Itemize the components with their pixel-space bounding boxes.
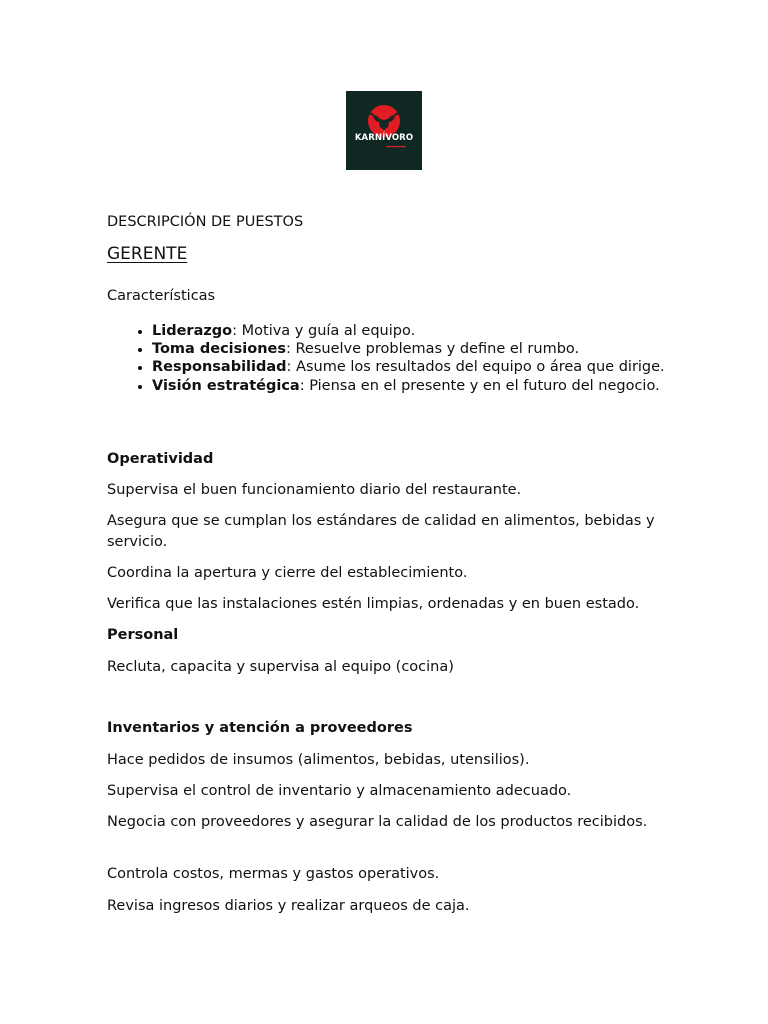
list-item: [152, 322, 692, 340]
list-item-desc: : Asume los resultados del equipo o área que dirige.: [286, 359, 665, 376]
list-item-desc: : Resuelve problemas y define el rumbo.: [286, 341, 580, 358]
list-item: [152, 340, 692, 358]
list-item: [152, 358, 692, 376]
list-item-desc: : Motiva y guía al equipo.: [232, 323, 416, 339]
paragraph: Verifica que las instalaciones estén limpias, ordenadas y en buen estado.: [107, 596, 640, 612]
list-item-term: Visión estratégica: [152, 377, 300, 394]
paragraph: Recluta, capacita y supervisa al equipo (cocina): [107, 659, 454, 675]
role-title: GERENTE: [107, 244, 188, 264]
list-item: [152, 377, 692, 395]
section-heading: Operatividad: [107, 451, 214, 467]
paragraph: Hace pedidos de insumos (alimentos, bebidas, utensilios).: [107, 752, 530, 768]
paragraph: Asegura que se cumplan los estándares de calidad en alimentos, bebidas y servicio.: [107, 513, 655, 550]
list-item-desc: : Piensa en el presente y en el futuro del negocio.: [299, 377, 660, 394]
paragraph: Revisa ingresos diarios y realizar arqueos de caja.: [107, 898, 470, 914]
paragraph: Negocia con proveedores y asegurar la calidad de los productos recibidos.: [107, 814, 648, 830]
characteristics-list: [107, 322, 692, 395]
section-heading: Personal: [107, 627, 179, 643]
list-item-term: Liderazgo: [152, 323, 233, 339]
paragraph: Supervisa el buen funcionamiento diario del restaurante.: [107, 482, 522, 498]
paragraph: Controla costos, mermas y gastos operativos.: [107, 866, 440, 882]
characteristics-label: Características: [107, 288, 216, 304]
bull-logo-icon: [346, 91, 422, 170]
document-title: DESCRIPCIÓN DE PUESTOS: [107, 214, 304, 230]
paragraph: Supervisa el control de inventario y almacenamiento adecuado.: [107, 783, 572, 799]
company-logo: [346, 91, 422, 170]
list-item-term: Responsabilidad: [152, 359, 287, 376]
paragraph: Coordina la apertura y cierre del establecimiento.: [107, 565, 468, 581]
list-item-term: Toma decisiones: [152, 341, 286, 358]
logo-wordmark: KARNÍVORO: [354, 133, 414, 143]
section-heading: Inventarios y atención a proveedores: [107, 720, 413, 736]
